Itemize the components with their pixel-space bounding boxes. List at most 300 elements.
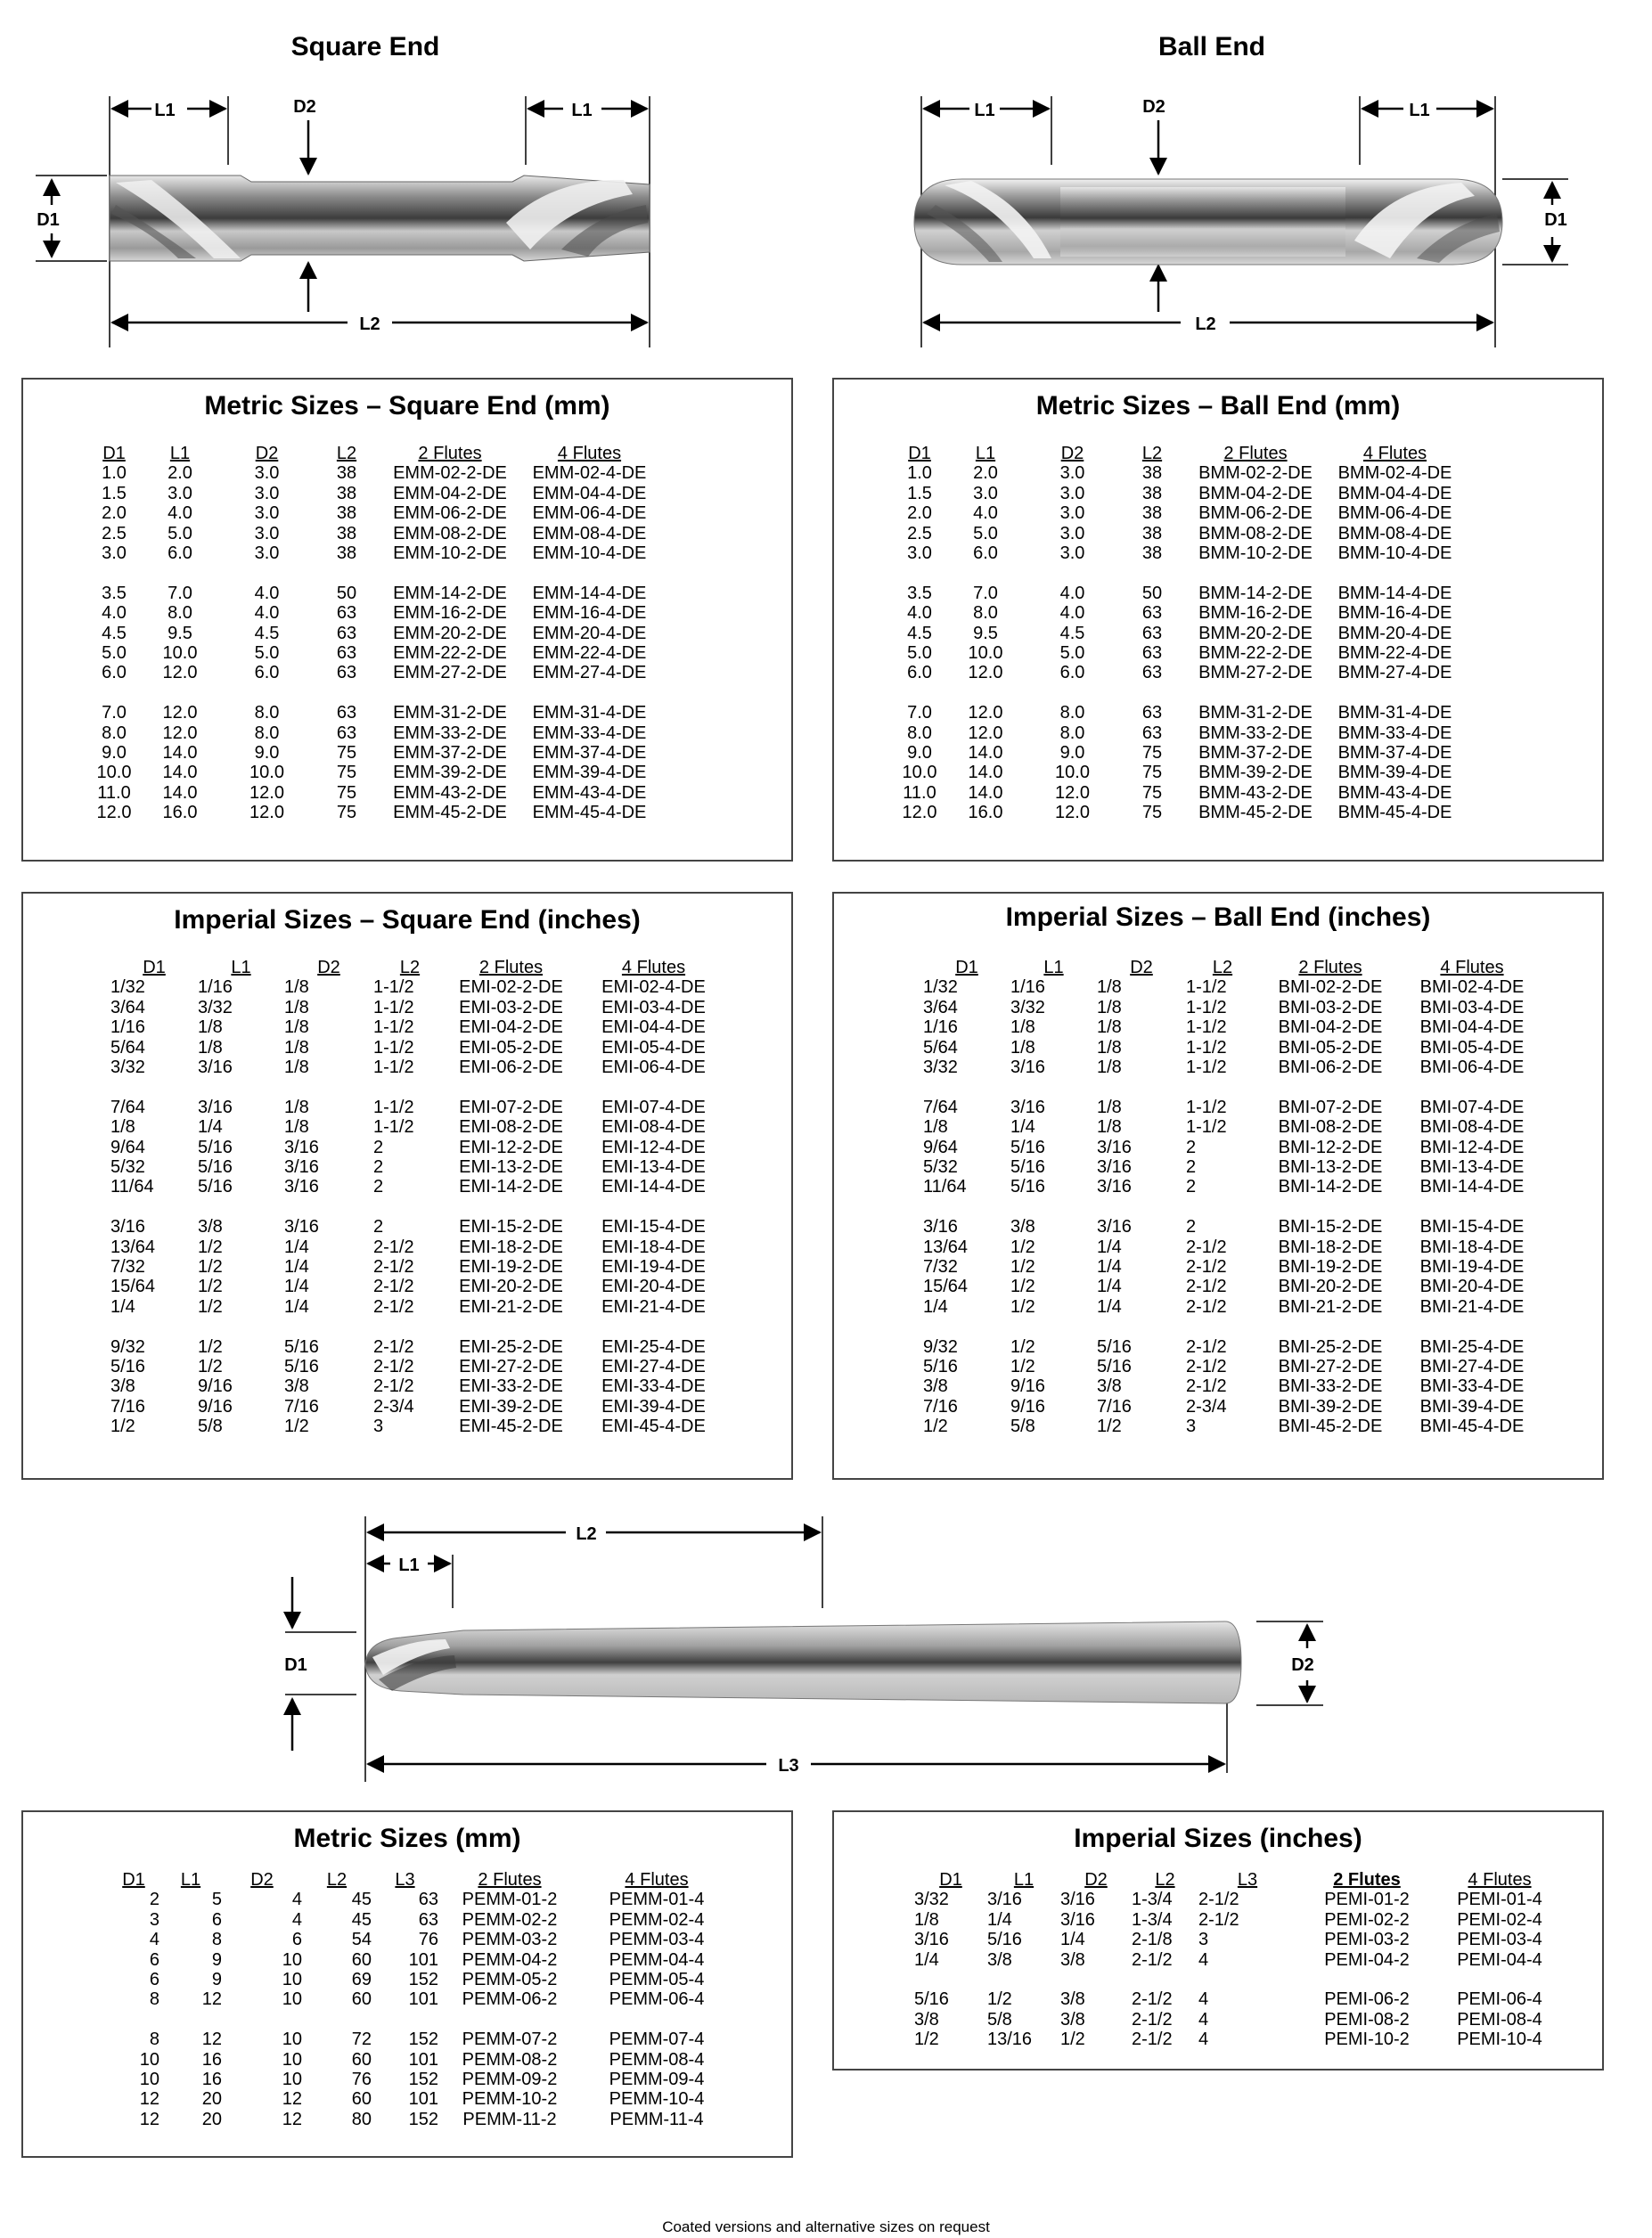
column-header: L3 [1237, 1870, 1258, 1890]
table-cell: 2-1/2 [1186, 1296, 1227, 1317]
table-cell: 3/16 [1010, 1058, 1045, 1078]
square-d1-label: D1 [37, 210, 60, 230]
imperial-pencil-title: Imperial Sizes (inches) [1074, 1824, 1362, 1853]
table-cell: 8.0 [1059, 723, 1085, 743]
table-cell: EMI-25-4-DE [601, 1336, 706, 1357]
table-cell: 3/32 [110, 1058, 145, 1078]
table-row [896, 703, 1467, 723]
column-header: 4 Flutes [1440, 958, 1504, 977]
table-cell: 3/16 [1060, 1890, 1095, 1910]
table-cell: 4 [149, 1930, 159, 1950]
table-cell: 3/16 [923, 1217, 958, 1237]
table-row [896, 603, 1467, 623]
table-cell: BMM-10-2-DE [1198, 543, 1313, 564]
table-cell: 3 [1186, 1417, 1197, 1437]
table-cell: 1/2 [1010, 1277, 1035, 1297]
table-cell: 3/64 [923, 997, 958, 1017]
table-cell: EMM-39-2-DE [393, 763, 507, 783]
table-cell: 2-1/2 [1132, 2030, 1173, 2050]
table-cell: 12 [201, 2030, 222, 2050]
table-cell: 5/16 [923, 1357, 958, 1377]
table-cell: 9.5 [168, 623, 192, 643]
square-end-mill-diagram [18, 80, 677, 356]
table-cell: 5/64 [923, 1037, 958, 1058]
table-cell: 9.0 [102, 743, 127, 764]
table-cell: 1-1/2 [1186, 1017, 1227, 1038]
table-cell: 2 [1186, 1137, 1197, 1157]
table-cell: 3.5 [102, 583, 127, 603]
table-cell: BMM-20-4-DE [1337, 623, 1452, 643]
table-cell: BMI-21-4-DE [1419, 1296, 1525, 1317]
table-cell: 3/32 [914, 1890, 949, 1910]
table-cell: 3/16 [284, 1157, 319, 1178]
table-row [923, 998, 1542, 1017]
table-cell: 6.0 [973, 543, 998, 564]
table-cell: 2-1/2 [373, 1357, 414, 1377]
table-cell: 63 [418, 1890, 438, 1910]
table-cell: 7/32 [923, 1257, 958, 1278]
table-cell: 5/16 [1010, 1157, 1045, 1178]
table-cell: 12.0 [162, 703, 198, 723]
table-cell: 20 [201, 2109, 222, 2129]
table-cell: 3.0 [254, 483, 280, 503]
table-row [923, 1017, 1542, 1037]
table-cell: 10.0 [902, 763, 937, 783]
table-row [91, 484, 661, 503]
table-cell: 63 [1141, 643, 1163, 664]
table-cell: 1/4 [1097, 1296, 1122, 1317]
table-cell: BMM-06-2-DE [1198, 503, 1313, 524]
table-cell: BMI-03-2-DE [1278, 997, 1383, 1017]
table-row [896, 723, 1467, 743]
table-row [91, 783, 661, 803]
group-spacer [923, 1317, 1542, 1336]
square-d2-label: D2 [293, 97, 316, 117]
table-row [108, 1910, 732, 1930]
table-cell: BMI-13-2-DE [1278, 1157, 1383, 1178]
table-cell: 2-1/2 [1186, 1336, 1227, 1357]
table-cell: 3.0 [1059, 523, 1085, 543]
table-cell: PEMI-06-4 [1457, 1989, 1542, 2010]
table-cell: 3/16 [1097, 1137, 1132, 1157]
table-cell: 60 [351, 1989, 372, 2010]
table-cell: BMI-45-2-DE [1278, 1417, 1383, 1437]
table-cell: 8.0 [102, 723, 127, 743]
table-row [896, 584, 1467, 603]
table-cell: BMM-04-2-DE [1198, 483, 1313, 503]
table-cell: 1/2 [1010, 1237, 1035, 1257]
pencil-l3-label: L3 [778, 1756, 799, 1776]
table-cell: PEMM-08-2 [462, 2049, 558, 2070]
table-cell: EMM-43-2-DE [393, 782, 507, 803]
table-cell: 63 [1141, 723, 1163, 743]
table-cell: 1.5 [102, 483, 127, 503]
table-cell: 63 [336, 703, 357, 723]
table-cell: EMI-07-2-DE [459, 1097, 563, 1117]
table-cell: EMI-05-2-DE [459, 1037, 563, 1058]
table-cell: BMM-37-2-DE [1198, 743, 1313, 764]
table-cell: 3.0 [102, 543, 127, 564]
column-header: L1 [231, 958, 251, 977]
table-cell: 63 [1141, 623, 1163, 643]
ball-end-heading: Ball End [1157, 32, 1265, 61]
table-cell: 4.5 [907, 623, 932, 643]
table-cell: 12.0 [96, 803, 132, 823]
table-row [91, 503, 661, 523]
column-header: L1 [180, 1870, 201, 1890]
table-cell: BMI-19-4-DE [1419, 1257, 1525, 1278]
column-header: L2 [1212, 958, 1233, 977]
table-cell: 1/8 [110, 1117, 135, 1138]
table-cell: 20 [201, 2089, 222, 2110]
ball-d1-label: D1 [1544, 210, 1567, 230]
table-cell: BMM-45-4-DE [1337, 803, 1452, 823]
ball-l1-left-label: L1 [974, 101, 995, 120]
column-header: 2 Flutes [478, 1870, 542, 1890]
table-cell: 63 [418, 1909, 438, 1930]
table-cell: EMI-39-2-DE [459, 1396, 563, 1417]
table-cell: 7.0 [102, 703, 127, 723]
table-cell: 9/16 [198, 1396, 233, 1417]
table-cell: 1/2 [923, 1417, 948, 1437]
table-cell: EMI-04-4-DE [601, 1017, 706, 1038]
table-cell: BMM-27-4-DE [1337, 663, 1452, 683]
table-row [110, 1017, 732, 1037]
table-cell: 1/2 [198, 1277, 223, 1297]
table-cell: 3/8 [1010, 1217, 1035, 1237]
table-cell: EMI-04-2-DE [459, 1017, 563, 1038]
table-cell: 7/32 [110, 1257, 145, 1278]
table-cell: EMI-19-2-DE [459, 1257, 563, 1278]
metric-ball-title: Metric Sizes – Ball End (mm) [1035, 391, 1401, 421]
table-cell: 1/2 [198, 1237, 223, 1257]
table-row [108, 2089, 732, 2109]
table-cell: 1/16 [110, 1017, 145, 1038]
table-row [896, 624, 1467, 643]
table-cell: 4.5 [254, 623, 280, 643]
table-cell: EMI-25-2-DE [459, 1336, 563, 1357]
table-row [91, 643, 661, 663]
table-cell: EMM-16-2-DE [393, 603, 507, 624]
table-cell: 152 [408, 1970, 438, 1990]
metric-square-panel [21, 378, 793, 862]
table-cell: 9.0 [1059, 743, 1085, 764]
table-cell: 60 [351, 2089, 372, 2110]
table-cell: 3/8 [914, 2009, 939, 2030]
table-cell: 6 [149, 1970, 159, 1990]
table-cell: 3.0 [1059, 483, 1085, 503]
table-cell: 4.0 [1059, 603, 1085, 624]
metric-ball-table [896, 444, 1467, 823]
table-cell: PEMM-01-2 [462, 1890, 558, 1910]
table-cell: 7.0 [973, 583, 998, 603]
table-cell: 50 [336, 583, 357, 603]
table-cell: PEMM-02-2 [462, 1909, 558, 1930]
column-header: 4 Flutes [621, 958, 686, 977]
table-cell: 1/4 [1010, 1117, 1035, 1138]
table-row [91, 763, 661, 782]
table-cell: 38 [1141, 523, 1163, 543]
table-cell: 1-1/2 [1186, 1117, 1227, 1138]
table-cell: 5/16 [1010, 1177, 1045, 1197]
table-cell: EMI-15-4-DE [601, 1217, 706, 1237]
table-cell: 12.0 [902, 803, 937, 823]
table-cell: 5.0 [907, 643, 932, 664]
table-cell: 13/16 [987, 2030, 1033, 2050]
table-cell: 1/8 [914, 1909, 939, 1930]
table-cell: 3/16 [198, 1097, 233, 1117]
table-cell: 4.5 [1059, 623, 1085, 643]
table-cell: 60 [351, 1949, 372, 1970]
table-cell: 3/64 [110, 997, 145, 1017]
table-cell: PEMM-09-4 [609, 2070, 705, 2090]
square-l1-right-label: L1 [571, 101, 593, 120]
table-cell: 1-1/2 [373, 1017, 414, 1038]
table-row [923, 1337, 1542, 1357]
table-cell: 1/4 [914, 1949, 939, 1970]
table-cell: EMI-02-2-DE [459, 977, 563, 998]
table-row [896, 643, 1467, 663]
column-header: D1 [143, 958, 166, 977]
table-cell: EMI-21-2-DE [459, 1296, 563, 1317]
imperial-ball-table [923, 958, 1542, 1437]
table-cell: 1/8 [198, 1017, 223, 1038]
table-cell: BMM-16-2-DE [1198, 603, 1313, 624]
table-cell: 3/16 [1060, 1909, 1095, 1930]
table-header-row [923, 958, 1542, 977]
column-header: L1 [1013, 1870, 1035, 1890]
table-cell: 1.0 [102, 463, 127, 484]
table-cell: BMI-25-4-DE [1419, 1336, 1525, 1357]
table-cell: 2-1/2 [1132, 1989, 1173, 2010]
table-cell: EMI-18-2-DE [459, 1237, 563, 1257]
table-cell: 1/8 [1097, 1117, 1122, 1138]
table-cell: 12 [139, 2109, 159, 2129]
table-cell: EMM-10-2-DE [393, 543, 507, 564]
table-row [923, 1058, 1542, 1077]
table-cell: EMM-02-2-DE [393, 463, 507, 484]
table-row [91, 624, 661, 643]
table-cell: 10 [139, 2049, 159, 2070]
table-cell: BMI-04-4-DE [1419, 1017, 1525, 1038]
table-cell: 1/8 [284, 1058, 309, 1078]
table-cell: 8.0 [168, 603, 192, 624]
table-cell: BMI-27-4-DE [1419, 1357, 1525, 1377]
table-cell: 5/64 [110, 1037, 145, 1058]
table-cell: 1-1/2 [373, 1037, 414, 1058]
table-cell: 9/64 [923, 1137, 958, 1157]
column-header: 2 Flutes [1223, 444, 1288, 463]
table-cell: BMI-15-2-DE [1278, 1217, 1383, 1237]
table-cell: 101 [408, 1949, 438, 1970]
table-cell: 1/8 [284, 1017, 309, 1038]
table-cell: 1-3/4 [1132, 1909, 1173, 1930]
table-cell: BMI-02-4-DE [1419, 977, 1525, 998]
table-row [896, 783, 1467, 803]
metric-ball-panel [832, 378, 1604, 862]
table-cell: 2 [1186, 1217, 1197, 1237]
table-cell: BMI-33-2-DE [1278, 1376, 1383, 1397]
table-cell: BMI-19-2-DE [1278, 1257, 1383, 1278]
table-cell: 10 [139, 2070, 159, 2090]
table-cell: EMI-02-4-DE [601, 977, 706, 998]
table-cell: 12 [282, 2089, 302, 2110]
table-cell: EMM-14-2-DE [393, 583, 507, 603]
table-cell: EMM-14-4-DE [532, 583, 647, 603]
table-cell: EMI-33-2-DE [459, 1376, 563, 1397]
table-cell: 2 [149, 1890, 159, 1910]
column-header: D1 [955, 958, 978, 977]
table-cell: 3/16 [1097, 1177, 1132, 1197]
table-row [110, 977, 732, 997]
table-cell: EMI-33-4-DE [601, 1376, 706, 1397]
table-cell: 5/16 [914, 1989, 949, 2010]
table-cell: 2-1/2 [1186, 1376, 1227, 1397]
table-cell: 63 [1141, 603, 1163, 624]
table-cell: 3/32 [1010, 997, 1045, 1017]
table-cell: BMI-03-4-DE [1419, 997, 1525, 1017]
table-cell: BMM-37-4-DE [1337, 743, 1452, 764]
table-cell: EMM-33-2-DE [393, 723, 507, 743]
table-row [108, 2070, 732, 2089]
table-cell: BMI-45-4-DE [1419, 1417, 1525, 1437]
table-cell: 4 [1198, 1949, 1209, 1970]
table-cell: EMI-03-2-DE [459, 997, 563, 1017]
table-cell: 3/8 [284, 1376, 309, 1397]
table-cell: BMM-10-4-DE [1337, 543, 1452, 564]
table-cell: 10.0 [249, 763, 284, 783]
table-cell: PEMM-06-2 [462, 1989, 558, 2010]
table-cell: 2-1/2 [373, 1376, 414, 1397]
table-cell: 1/8 [198, 1037, 223, 1058]
ball-d2-label: D2 [1142, 97, 1165, 117]
table-cell: 2.0 [907, 503, 932, 524]
table-cell: 1/2 [1060, 2030, 1085, 2050]
table-row [110, 1297, 732, 1317]
table-cell: 63 [336, 603, 357, 624]
table-cell: BMI-33-4-DE [1419, 1376, 1525, 1397]
table-cell: EMI-05-4-DE [601, 1037, 706, 1058]
table-row [923, 1157, 1542, 1177]
table-row [91, 703, 661, 723]
table-cell: 9.0 [254, 743, 280, 764]
table-row [896, 524, 1467, 543]
table-cell: BMM-27-2-DE [1198, 663, 1313, 683]
table-cell: 1/8 [284, 997, 309, 1017]
table-cell: 2.0 [973, 463, 998, 484]
table-cell: EMI-39-4-DE [601, 1396, 706, 1417]
table-row [914, 2010, 1562, 2030]
table-cell: 4.0 [973, 503, 998, 524]
table-row [923, 1277, 1542, 1296]
column-header: 4 Flutes [1362, 444, 1427, 463]
table-cell: 2-3/4 [1186, 1396, 1227, 1417]
table-cell: 3/16 [284, 1177, 319, 1197]
table-cell: EMM-45-4-DE [532, 803, 647, 823]
table-cell: 63 [336, 643, 357, 664]
column-header: 2 Flutes [418, 444, 482, 463]
table-cell: 1-1/2 [373, 997, 414, 1017]
table-cell: EMI-14-4-DE [601, 1177, 706, 1197]
table-cell: BMM-08-4-DE [1337, 523, 1452, 543]
table-cell: 1-1/2 [373, 977, 414, 998]
table-cell: BMM-39-2-DE [1198, 763, 1313, 783]
metric-pencil-title: Metric Sizes (mm) [293, 1824, 521, 1853]
table-cell: 1-1/2 [1186, 1097, 1227, 1117]
metric-pencil-table [108, 1870, 732, 2129]
column-header: D2 [1084, 1870, 1108, 1890]
table-cell: 3/8 [987, 1949, 1012, 1970]
table-cell: BMI-20-4-DE [1419, 1277, 1525, 1297]
table-cell: 1-1/2 [1186, 1037, 1227, 1058]
table-row [914, 2030, 1562, 2049]
table-cell: 2-3/4 [373, 1396, 414, 1417]
table-cell: 3.0 [1059, 463, 1085, 484]
table-cell: 1/4 [1097, 1277, 1122, 1297]
table-cell: PEMM-03-2 [462, 1930, 558, 1950]
table-cell: PEMM-06-4 [609, 1989, 705, 2010]
table-cell: PEMM-10-4 [609, 2089, 705, 2110]
table-cell: EMM-43-4-DE [532, 782, 647, 803]
table-cell: 11.0 [903, 782, 936, 803]
table-header-row [110, 958, 732, 977]
table-cell: 63 [1141, 663, 1163, 683]
table-cell: 16 [201, 2070, 222, 2090]
table-cell: 60 [351, 2049, 372, 2070]
table-cell: PEMM-01-4 [609, 1890, 705, 1910]
table-cell: 3/8 [1060, 1949, 1085, 1970]
table-cell: 8.0 [254, 703, 280, 723]
table-cell: 63 [336, 663, 357, 683]
table-cell: 1.0 [907, 463, 932, 484]
table-cell: 8.0 [1059, 703, 1085, 723]
table-cell: 2 [1186, 1177, 1197, 1197]
table-cell: 12.0 [1055, 782, 1090, 803]
table-row [91, 543, 661, 563]
table-row [110, 1157, 732, 1177]
table-cell: 76 [418, 1930, 438, 1950]
table-cell: EMM-31-4-DE [532, 703, 647, 723]
table-cell: EMI-08-4-DE [601, 1117, 706, 1138]
table-cell: 12.0 [249, 782, 284, 803]
table-cell: BMM-43-2-DE [1198, 782, 1313, 803]
table-cell: 5/16 [284, 1357, 319, 1377]
column-header: L2 [1141, 444, 1163, 463]
table-row [91, 723, 661, 743]
table-cell: 14.0 [968, 763, 1003, 783]
pencil-l2-label: L2 [576, 1524, 597, 1544]
table-cell: BMI-39-4-DE [1419, 1396, 1525, 1417]
table-cell: BMI-15-4-DE [1419, 1217, 1525, 1237]
table-cell: 38 [336, 463, 357, 484]
table-cell: EMI-14-2-DE [459, 1177, 563, 1197]
table-row [896, 663, 1467, 682]
table-cell: PEMI-01-4 [1457, 1890, 1542, 1910]
table-cell: 12.0 [968, 663, 1003, 683]
table-cell: EMI-45-2-DE [459, 1417, 563, 1437]
table-cell: 3/16 [110, 1217, 145, 1237]
table-cell: 2-1/2 [1186, 1357, 1227, 1377]
table-cell: 101 [408, 2049, 438, 2070]
table-cell: 11/64 [923, 1177, 967, 1197]
table-row [108, 2030, 732, 2049]
table-cell: BMM-14-2-DE [1198, 583, 1313, 603]
column-header: D1 [908, 444, 931, 463]
table-cell: 3/16 [198, 1058, 233, 1078]
table-cell: BMI-39-2-DE [1278, 1396, 1383, 1417]
table-cell: EMI-27-2-DE [459, 1357, 563, 1377]
table-cell: 13/64 [110, 1237, 156, 1257]
